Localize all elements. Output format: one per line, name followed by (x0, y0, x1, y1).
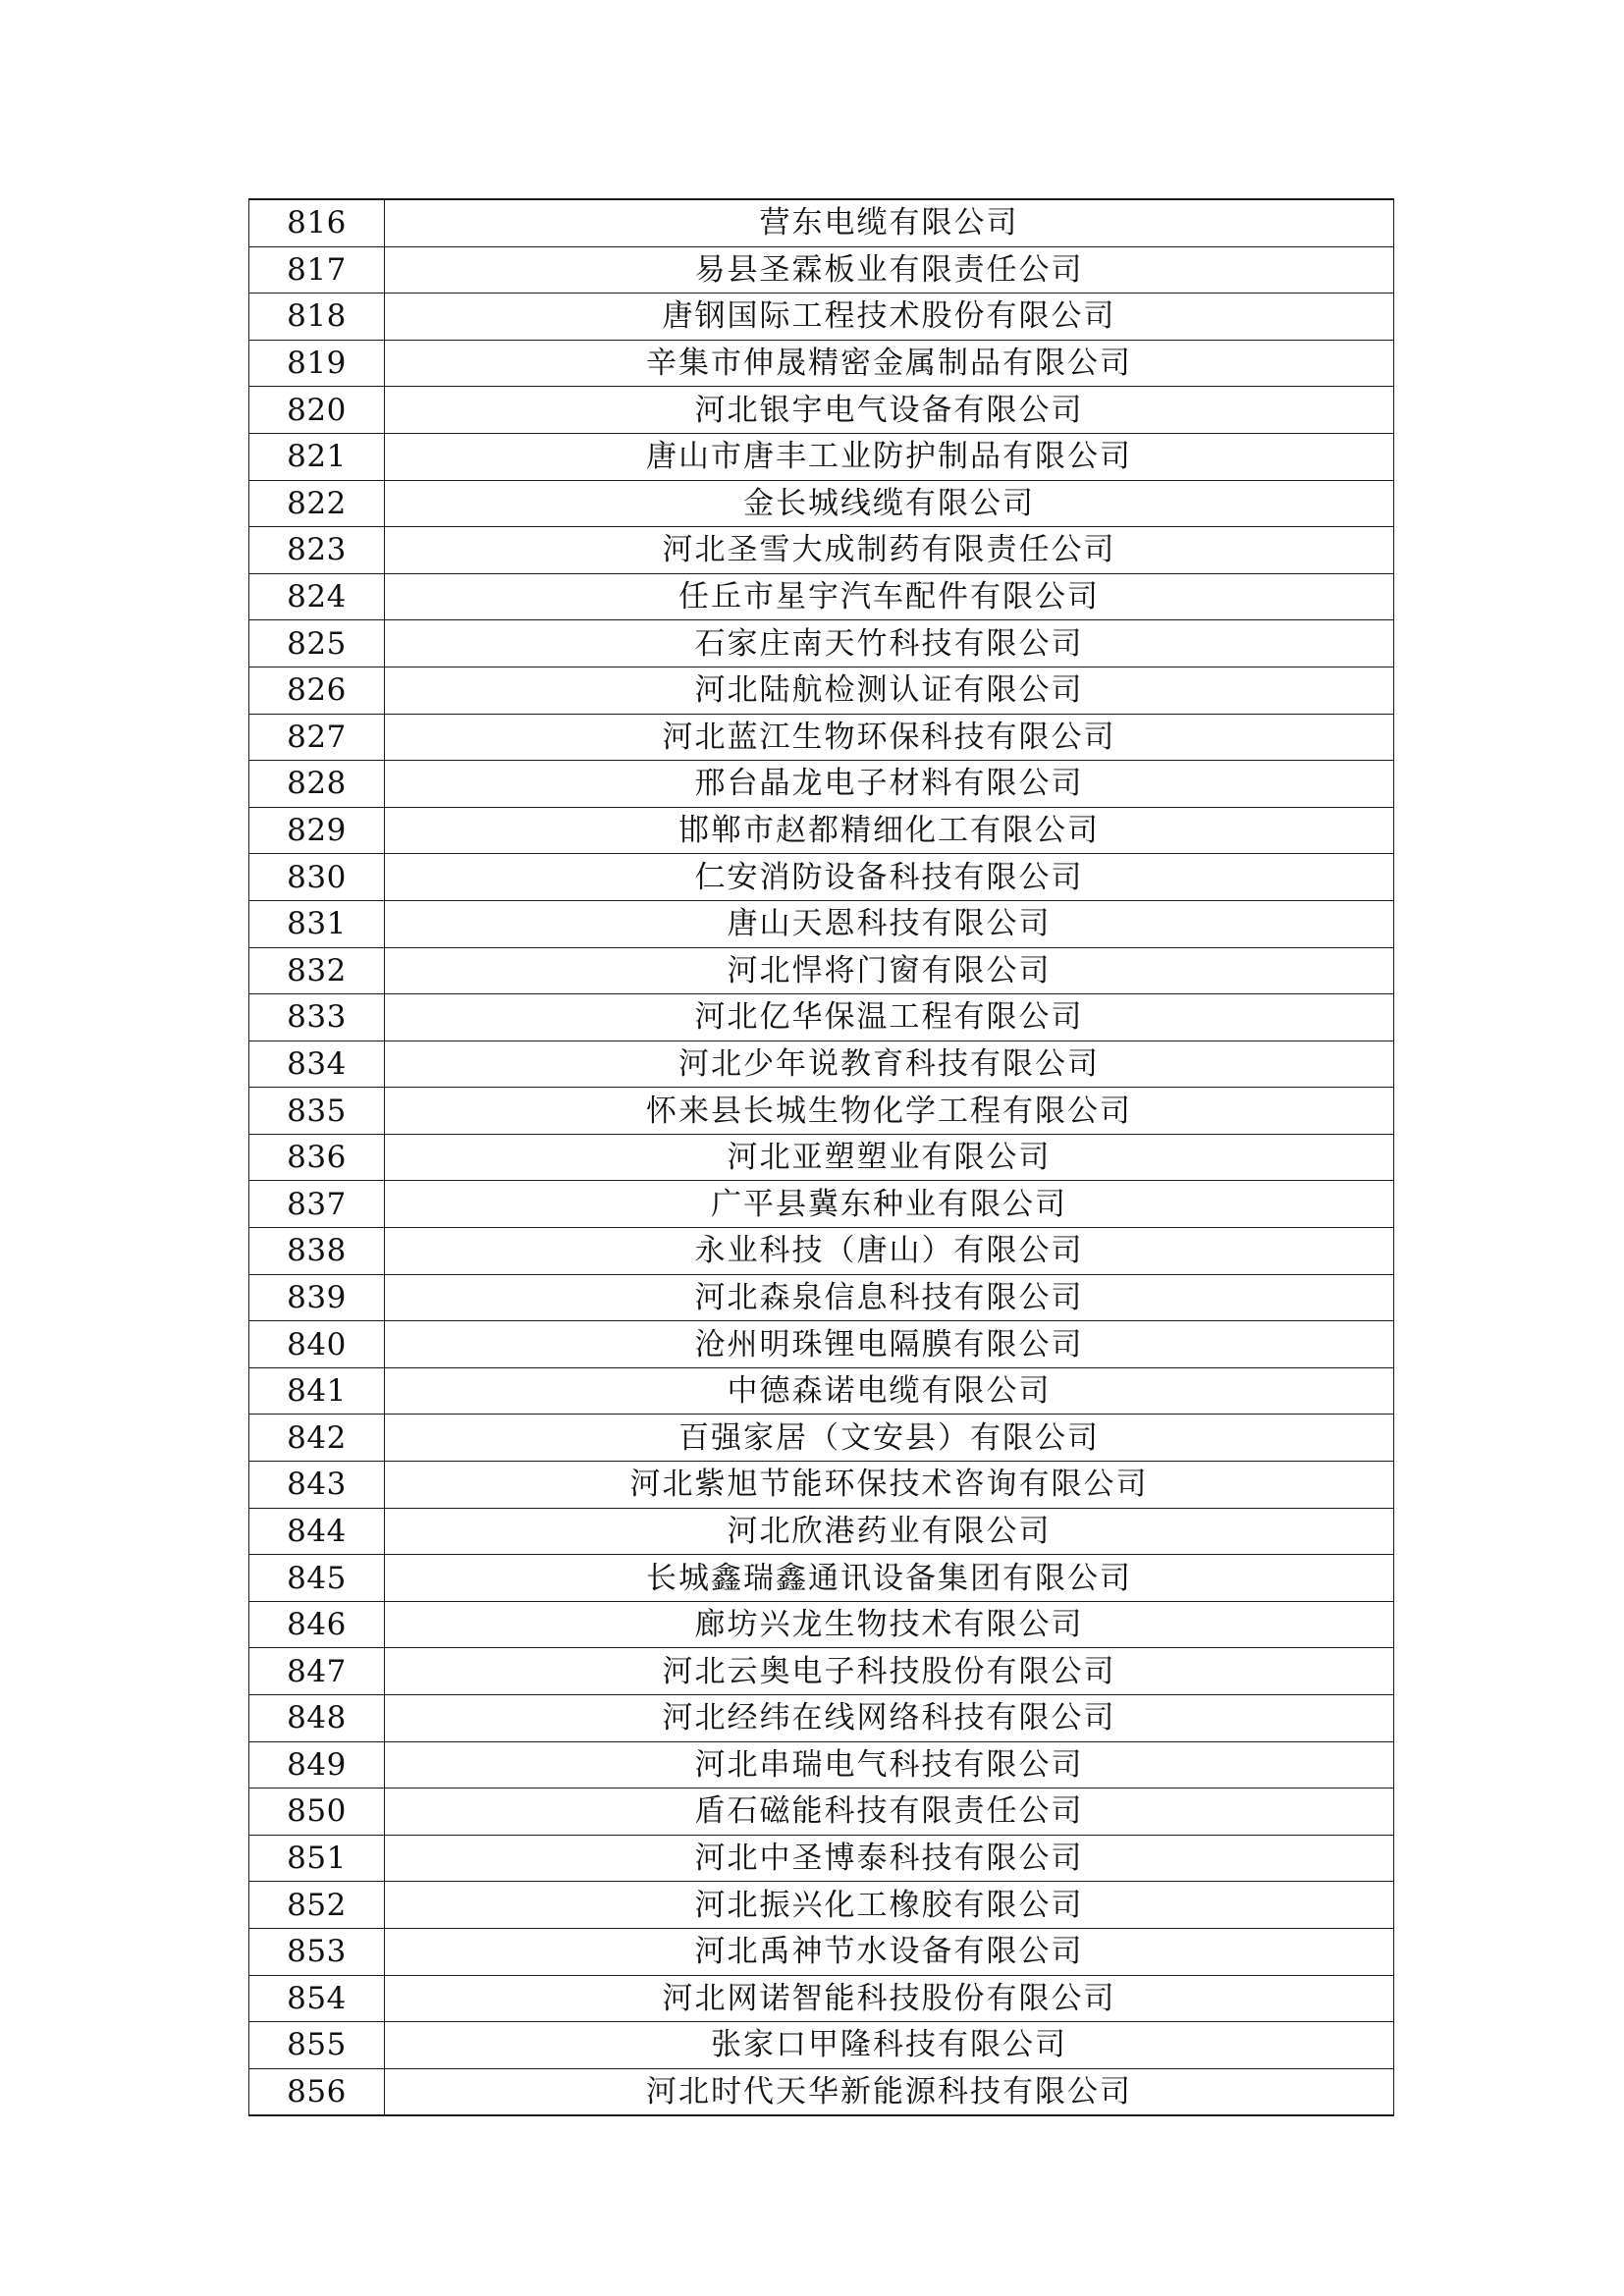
company-name: 河北振兴化工橡胶有限公司 (385, 1882, 1394, 1929)
table-row (249, 387, 1394, 434)
row-number: 854 (249, 1975, 385, 2022)
row-number: 851 (249, 1835, 385, 1882)
table-row (249, 854, 1394, 901)
table-row (249, 1835, 1394, 1882)
row-number: 853 (249, 1928, 385, 1975)
table-row (249, 527, 1394, 574)
company-name: 张家口甲隆科技有限公司 (385, 2022, 1394, 2069)
table-row (249, 480, 1394, 527)
company-name: 河北少年说教育科技有限公司 (385, 1041, 1394, 1088)
table-row (249, 1321, 1394, 1368)
table-row (249, 1789, 1394, 1836)
row-number: 841 (249, 1367, 385, 1415)
table-row (249, 2068, 1394, 2115)
table-row (249, 1928, 1394, 1975)
company-name: 河北时代天华新能源科技有限公司 (385, 2068, 1394, 2115)
row-number: 855 (249, 2022, 385, 2069)
table-row (249, 199, 1394, 246)
company-name: 永业科技（唐山）有限公司 (385, 1228, 1394, 1275)
table-row (249, 1741, 1394, 1789)
table-row (249, 1041, 1394, 1088)
row-number: 824 (249, 573, 385, 620)
row-number: 818 (249, 294, 385, 341)
table-row (249, 1601, 1394, 1648)
table-row (249, 1274, 1394, 1321)
row-number: 820 (249, 387, 385, 434)
table-row (249, 1975, 1394, 2022)
row-number: 843 (249, 1462, 385, 1509)
table-row (249, 714, 1394, 761)
row-number: 833 (249, 994, 385, 1041)
row-number: 850 (249, 1789, 385, 1836)
table-row (249, 1415, 1394, 1462)
company-name: 河北圣雪大成制药有限责任公司 (385, 527, 1394, 574)
company-name: 石家庄南天竹科技有限公司 (385, 620, 1394, 667)
row-number: 847 (249, 1648, 385, 1695)
row-number: 835 (249, 1088, 385, 1135)
row-number: 834 (249, 1041, 385, 1088)
company-name: 河北禹神节水设备有限公司 (385, 1928, 1394, 1975)
table-row (249, 294, 1394, 341)
row-number: 816 (249, 199, 385, 246)
table-row (249, 1134, 1394, 1181)
row-number: 845 (249, 1555, 385, 1602)
company-name: 辛集市伸晟精密金属制品有限公司 (385, 340, 1394, 387)
table-row (249, 340, 1394, 387)
company-name: 邯郸市赵都精细化工有限公司 (385, 807, 1394, 854)
company-name: 河北蓝江生物环保科技有限公司 (385, 714, 1394, 761)
row-number: 846 (249, 1601, 385, 1648)
row-number: 856 (249, 2068, 385, 2115)
company-name: 唐山天恩科技有限公司 (385, 900, 1394, 947)
company-name: 盾石磁能科技有限责任公司 (385, 1789, 1394, 1836)
row-number: 832 (249, 947, 385, 994)
company-name: 唐钢国际工程技术股份有限公司 (385, 294, 1394, 341)
row-number: 848 (249, 1695, 385, 1742)
table-row (249, 994, 1394, 1041)
company-name: 河北悍将门窗有限公司 (385, 947, 1394, 994)
row-number: 819 (249, 340, 385, 387)
table-row (249, 1648, 1394, 1695)
company-name: 广平县冀东种业有限公司 (385, 1181, 1394, 1228)
company-name: 河北欣港药业有限公司 (385, 1508, 1394, 1555)
row-number: 852 (249, 1882, 385, 1929)
company-name: 河北森泉信息科技有限公司 (385, 1274, 1394, 1321)
row-number: 822 (249, 480, 385, 527)
company-name: 河北中圣博泰科技有限公司 (385, 1835, 1394, 1882)
company-name: 唐山市唐丰工业防护制品有限公司 (385, 433, 1394, 480)
table-row (249, 761, 1394, 808)
table-row (249, 667, 1394, 714)
row-number: 831 (249, 900, 385, 947)
company-name: 河北紫旭节能环保技术咨询有限公司 (385, 1462, 1394, 1509)
company-name: 仁安消防设备科技有限公司 (385, 854, 1394, 901)
company-name: 河北亚塑塑业有限公司 (385, 1134, 1394, 1181)
table-row (249, 1882, 1394, 1929)
table-row (249, 246, 1394, 294)
company-name: 河北经纬在线网络科技有限公司 (385, 1695, 1394, 1742)
row-number: 817 (249, 246, 385, 294)
company-name: 邢台晶龙电子材料有限公司 (385, 761, 1394, 808)
company-name: 河北串瑞电气科技有限公司 (385, 1741, 1394, 1789)
table-row (249, 947, 1394, 994)
company-name: 金长城线缆有限公司 (385, 480, 1394, 527)
row-number: 844 (249, 1508, 385, 1555)
row-number: 830 (249, 854, 385, 901)
table-row (249, 1462, 1394, 1509)
table-row (249, 807, 1394, 854)
company-name: 营东电缆有限公司 (385, 199, 1394, 246)
row-number: 836 (249, 1134, 385, 1181)
row-number: 827 (249, 714, 385, 761)
table-row (249, 2022, 1394, 2069)
row-number: 842 (249, 1415, 385, 1462)
table-row (249, 433, 1394, 480)
company-name: 廊坊兴龙生物技术有限公司 (385, 1601, 1394, 1648)
table-row (249, 620, 1394, 667)
company-name: 河北银宇电气设备有限公司 (385, 387, 1394, 434)
table-row (249, 573, 1394, 620)
company-name: 河北陆航检测认证有限公司 (385, 667, 1394, 714)
row-number: 840 (249, 1321, 385, 1368)
company-name: 河北亿华保温工程有限公司 (385, 994, 1394, 1041)
company-name: 易县圣霖板业有限责任公司 (385, 246, 1394, 294)
row-number: 849 (249, 1741, 385, 1789)
table-row (249, 1088, 1394, 1135)
company-list-table (248, 198, 1394, 2116)
table-row (249, 1181, 1394, 1228)
table-row (249, 1228, 1394, 1275)
company-name: 怀来县长城生物化学工程有限公司 (385, 1088, 1394, 1135)
row-number: 829 (249, 807, 385, 854)
company-name: 沧州明珠锂电隔膜有限公司 (385, 1321, 1394, 1368)
row-number: 821 (249, 433, 385, 480)
row-number: 839 (249, 1274, 385, 1321)
row-number: 823 (249, 527, 385, 574)
row-number: 838 (249, 1228, 385, 1275)
company-name: 百强家居（文安县）有限公司 (385, 1415, 1394, 1462)
row-number: 825 (249, 620, 385, 667)
row-number: 828 (249, 761, 385, 808)
company-name: 河北云奥电子科技股份有限公司 (385, 1648, 1394, 1695)
table-row (249, 1555, 1394, 1602)
company-name: 长城鑫瑞鑫通讯设备集团有限公司 (385, 1555, 1394, 1602)
company-name: 任丘市星宇汽车配件有限公司 (385, 573, 1394, 620)
table-row (249, 900, 1394, 947)
row-number: 826 (249, 667, 385, 714)
company-name: 中德森诺电缆有限公司 (385, 1367, 1394, 1415)
table-row (249, 1367, 1394, 1415)
table-row (249, 1508, 1394, 1555)
table-body (249, 199, 1394, 2115)
company-name: 河北网诺智能科技股份有限公司 (385, 1975, 1394, 2022)
row-number: 837 (249, 1181, 385, 1228)
table-row (249, 1695, 1394, 1742)
